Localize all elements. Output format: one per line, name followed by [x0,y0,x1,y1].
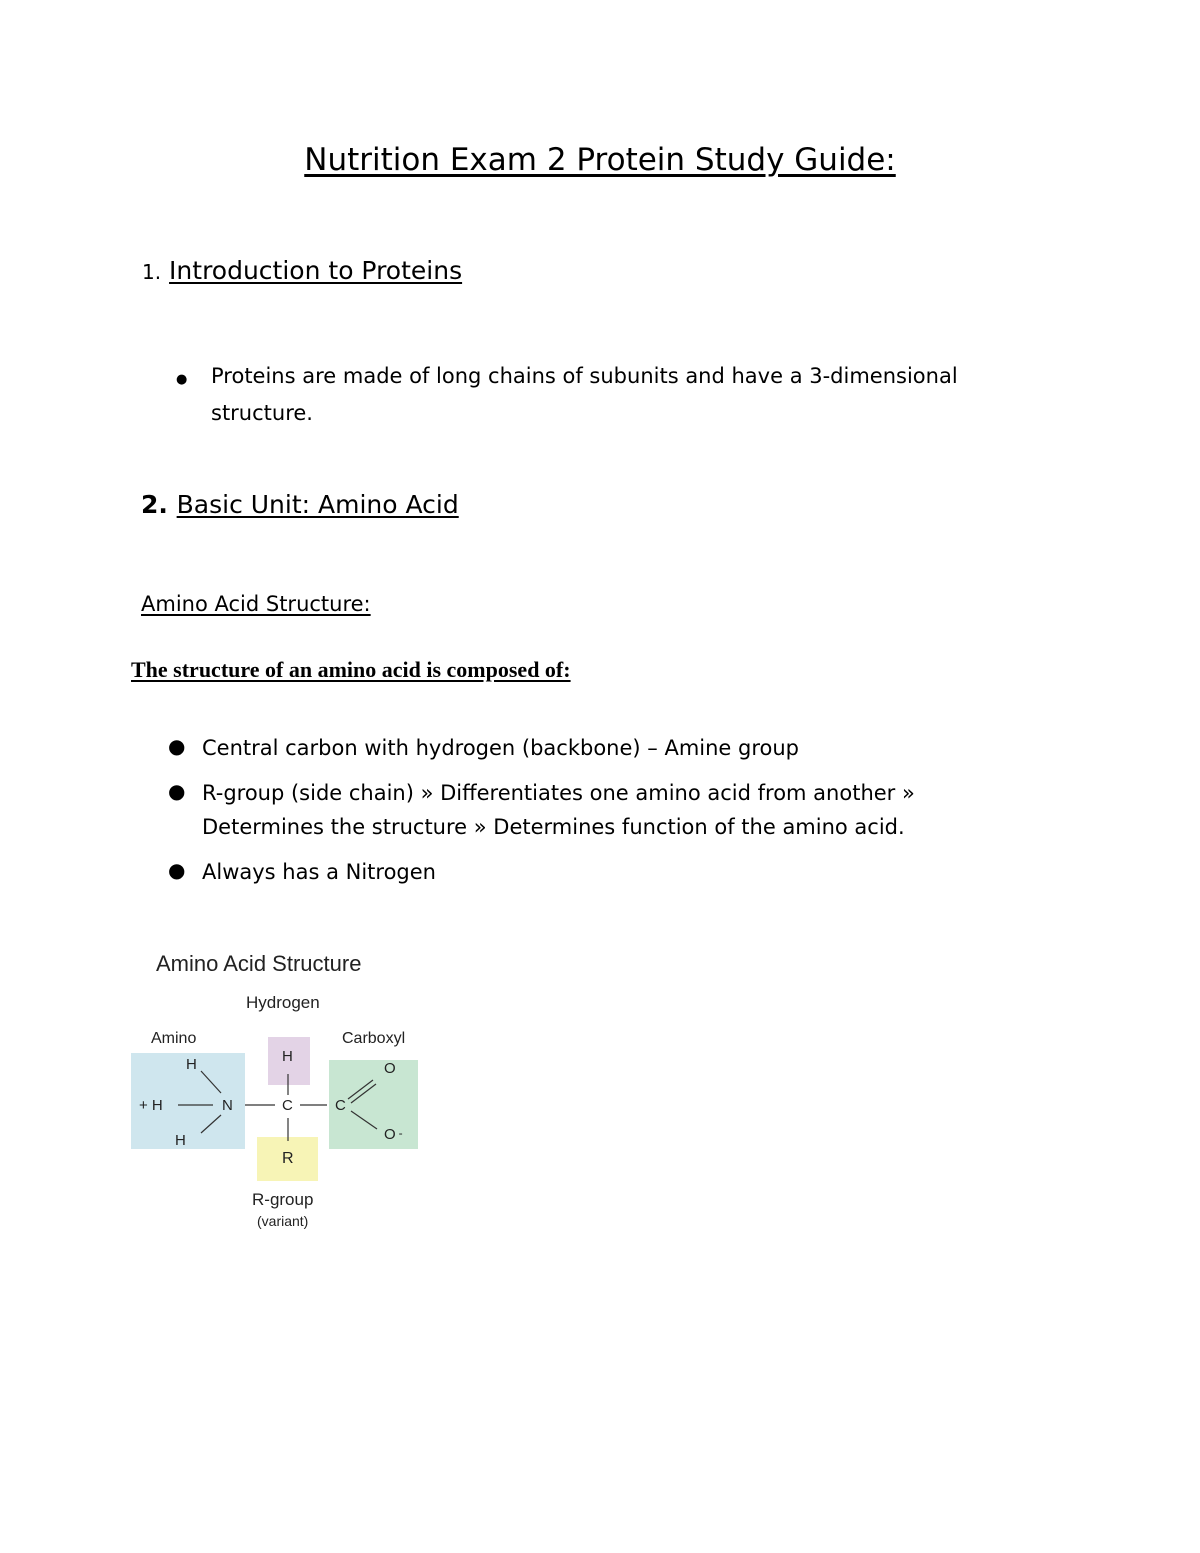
structure-intro: The structure of an amino acid is composed of: [131,657,571,682]
atom-plus-h: + H [139,1097,163,1114]
variant-label: (variant) [257,1213,309,1229]
bond-h-n-top [201,1071,221,1093]
amino-label: Amino [151,1030,197,1047]
section-2-title: Basic Unit: Amino Acid [176,490,459,519]
atom-h-center: H [282,1048,293,1065]
hydrogen-label: Hydrogen [246,993,320,1012]
atom-c-carboxyl: C [335,1097,346,1114]
atom-c-center: C [282,1097,293,1114]
page-title: Nutrition Exam 2 Protein Study Guide: [304,142,896,178]
atom-r: R [282,1150,294,1167]
rgroup-label: R-group [252,1190,314,1209]
atom-h-top: H [186,1056,197,1073]
section-2-number: 2. [141,490,168,519]
bullet-icon: ● [168,858,186,882]
bond-h-n-bottom [201,1115,221,1133]
structure-bullet-3: Always has a Nitrogen [202,860,436,884]
bullet-icon: ● [168,734,186,758]
atom-o-top: O [384,1060,396,1077]
section-1-bullet-text: Proteins are made of long chains of subunits and have a 3-dimensional structure. [211,364,958,425]
atom-o-minus [384,1126,403,1143]
section-1-title: Introduction to Proteins [169,256,463,285]
atom-n: N [222,1097,233,1114]
atom-h-bottom: H [175,1132,186,1149]
amino-acid-structure-subheading: Amino Acid Structure: [141,592,371,616]
bullet-icon: ● [168,779,186,803]
negative-charge: - [398,1126,403,1140]
structure-bullet-2: R-group (side chain) » Differentiates one amino acid from another » Determines the structure » Determines function of the amino acid. [202,781,915,839]
figure-title: Amino Acid Structure [156,951,362,976]
atom-o-minus-symbol: O [384,1126,396,1143]
section-1-number: 1. [142,260,162,284]
bullet-icon: ● [176,372,188,387]
bond-c-o-single [351,1111,377,1129]
structure-bullet-1: Central carbon with hydrogen (backbone) – Amine group [202,736,800,760]
carboxyl-label: Carboxyl [342,1030,406,1047]
